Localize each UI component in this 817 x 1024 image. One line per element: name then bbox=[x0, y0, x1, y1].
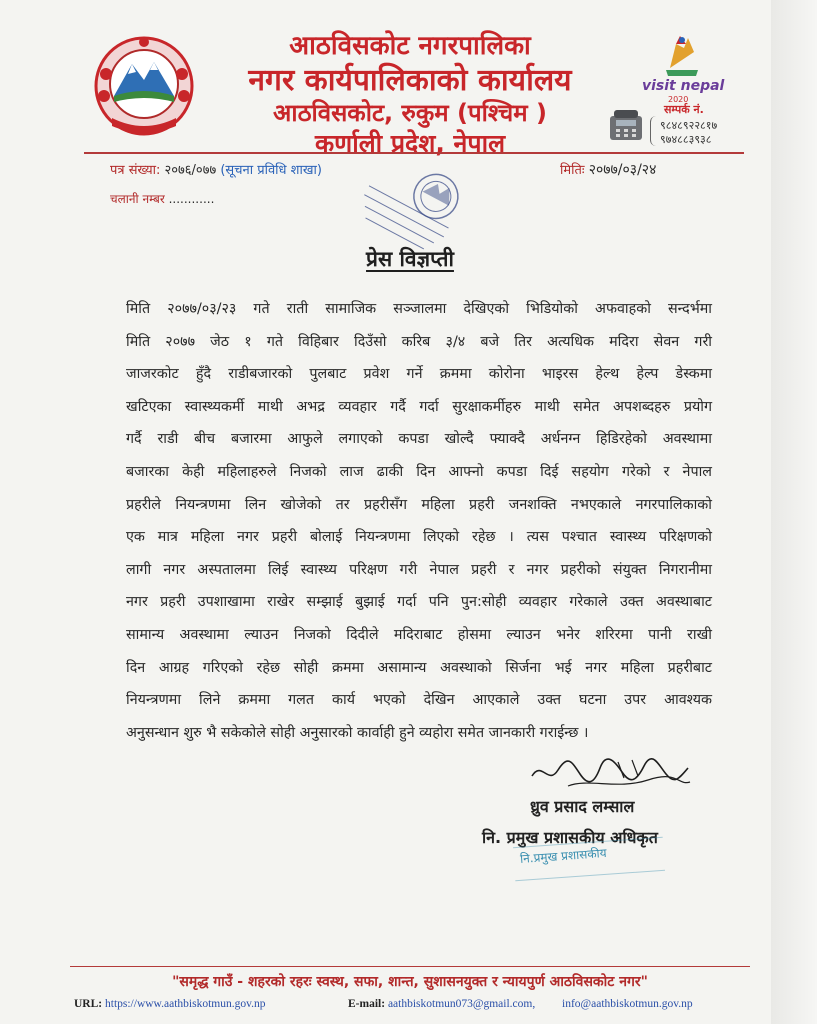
body-line: मिति २०७७/०३/२३ गते राती सामाजिक सञ्जालमा देखिएको भिडियोको अफवाहको सन्दर्भमा bbox=[126, 301, 712, 317]
body-line: जाजरकोट हुँदै राडीबजारको पुलबाट प्रवेश गर्ने क्रममा कोरोना भाइरस हेल्थ हेल्प डेस्कमा bbox=[126, 366, 712, 383]
letter-date bbox=[560, 160, 656, 179]
footer-email bbox=[348, 998, 535, 1010]
signatory-name: ध्रुव प्रसाद लम्साल bbox=[530, 797, 635, 816]
official-stamp-icon bbox=[352, 158, 480, 250]
date-label: मितिः bbox=[560, 163, 585, 178]
signatory-title: नि. प्रमुख प्रशासकीय अधिकृत bbox=[482, 828, 658, 847]
office-name: नगर कार्यपालिकाको कार्यालय bbox=[248, 63, 572, 98]
body-line: अनुसन्धान शुरु भै सकेकोले सोही अनुसारको कार्वाही हुने व्यहोरा समेत जानकारी गराईन्छ । bbox=[126, 724, 589, 741]
dispatch-number-label: चलानी नम्बर bbox=[110, 192, 165, 206]
body-line: बजारका केही महिलाहरुले निजको लाज ढाकी दिन आफ्नो कपडा दिई सहयोग गरेको र नेपाल bbox=[126, 463, 712, 480]
date-value: २०७७/०३/२४ bbox=[588, 162, 657, 178]
handwritten-signature-icon bbox=[528, 756, 696, 800]
footer-url bbox=[74, 998, 265, 1010]
body-line: एक मात्र महिला नगर प्रहरी बोलाई नियन्त्रणमा लिएको रहेछ । त्यस पश्चात स्वास्थ्य परिक्षणको bbox=[126, 529, 712, 546]
footer-email-secondary bbox=[562, 998, 693, 1010]
designation-stamp: नि.प्रमुख प्रशासकीय bbox=[519, 845, 608, 866]
letter-number-section: (सूचना प्रविधि शाखा) bbox=[220, 163, 322, 178]
office-address: आठविसकोट, रुकुम (पश्चिम ) bbox=[273, 99, 547, 127]
visit-nepal-year: 2020 bbox=[668, 95, 689, 104]
body-line: गर्दै राडी बीच बजारमा आफुले लगाएको कपडा खोल्दै फ्याक्दै अर्धनग्न हिडिरहेको अवस्थामा bbox=[126, 431, 712, 448]
body-line: दिन आग्रह गरिएको रहेछ सोही क्रममा असामान्य अवस्थाको सिर्जना भई नगर महिला प्रहरीबाट bbox=[126, 659, 712, 676]
footer-divider bbox=[70, 966, 750, 967]
body-line: खटिएका स्वास्थ्यकर्मी माथी अभद्र व्यवहार गर्दै गर्दा सुरक्षाकर्मीहरु माथी समेत अपशब्दहरु प्रयोग bbox=[126, 398, 712, 415]
body-line: सामान्य अवस्थामा ल्याउन निजको दिदीले मदिराबाट होसमा ल्याउन भनेर शरिरमा पानी राखी bbox=[126, 626, 712, 643]
body-line: प्रहरीले नियन्त्रणमा लिन खोजेको तर प्रहरीसँग महिला प्रहरी जनशक्ति नभएकाले नगरपालिकाको bbox=[126, 496, 712, 513]
email-link-primary[interactable]: aathbiskotmun073@gmail.com, bbox=[387, 998, 536, 1010]
letter-number-label: पत्र संख्या: bbox=[110, 163, 161, 178]
header-divider bbox=[84, 152, 744, 154]
body-line: लागी नगर अस्पतालमा लिई स्वास्थ्य परिक्षण गरी नेपाल प्रहरी र नगर प्रहरीको संयुक्त निगरानीमा bbox=[126, 561, 712, 578]
website-link[interactable]: https://www.aathbiskotmun.gov.np bbox=[105, 998, 266, 1010]
dispatch-number bbox=[110, 190, 214, 207]
contact-label: सम्पर्क नं. bbox=[664, 103, 704, 116]
contact-number: ९७४८८३९३८ bbox=[660, 133, 712, 146]
telephone-icon bbox=[606, 108, 646, 144]
province-country: कर्णाली प्रदेश, नेपाल bbox=[314, 129, 506, 158]
page-edge-shadow bbox=[771, 0, 817, 1024]
footer-slogan: "समृद्ध गाउँ - शहरको रहरः स्वस्थ, सफा, शान्त, सुशासनयुक्त र न्यायपुर्ण आठविसकोट नगर" bbox=[172, 974, 648, 990]
body-line: मिति २०७७ जेठ १ गते विहिबार दिउँसो करिब ३/४ बजे तिर अत्यधिक मदिरा सेवन गरी bbox=[126, 333, 712, 350]
letter-number-value: २०७६/०७७ bbox=[164, 163, 217, 178]
email-link-secondary[interactable]: info@aathbiskotmun.gov.np bbox=[562, 998, 693, 1010]
body-line: नियन्त्रणमा लिने क्रममा गलत कार्य भएको देखिन आएकाले उक्त घटना उपर आवश्यक bbox=[126, 692, 712, 709]
visit-nepal-text: visit nepal bbox=[642, 78, 725, 94]
body-line: नगर प्रहरी उपशाखामा राखेर सम्झाई बुझाई गर्दा पनि पुन:सोही व्यवहार गरेकाले उक्त अवस्थाबाट bbox=[126, 594, 712, 611]
press-release-body bbox=[126, 293, 712, 749]
contact-brace bbox=[650, 116, 659, 146]
contact-number: ९८४८९२२८१७ bbox=[660, 119, 718, 132]
letter-number bbox=[110, 160, 322, 178]
url-label: URL: bbox=[74, 998, 103, 1010]
nepal-government-emblem-icon bbox=[92, 34, 196, 138]
municipality-name: आठविसकोट नगरपालिका bbox=[289, 31, 531, 61]
dispatch-number-value: ............ bbox=[168, 192, 215, 206]
document-title: प्रेस विज्ञप्ती bbox=[366, 247, 454, 271]
email-label: E-mail: bbox=[348, 998, 386, 1010]
